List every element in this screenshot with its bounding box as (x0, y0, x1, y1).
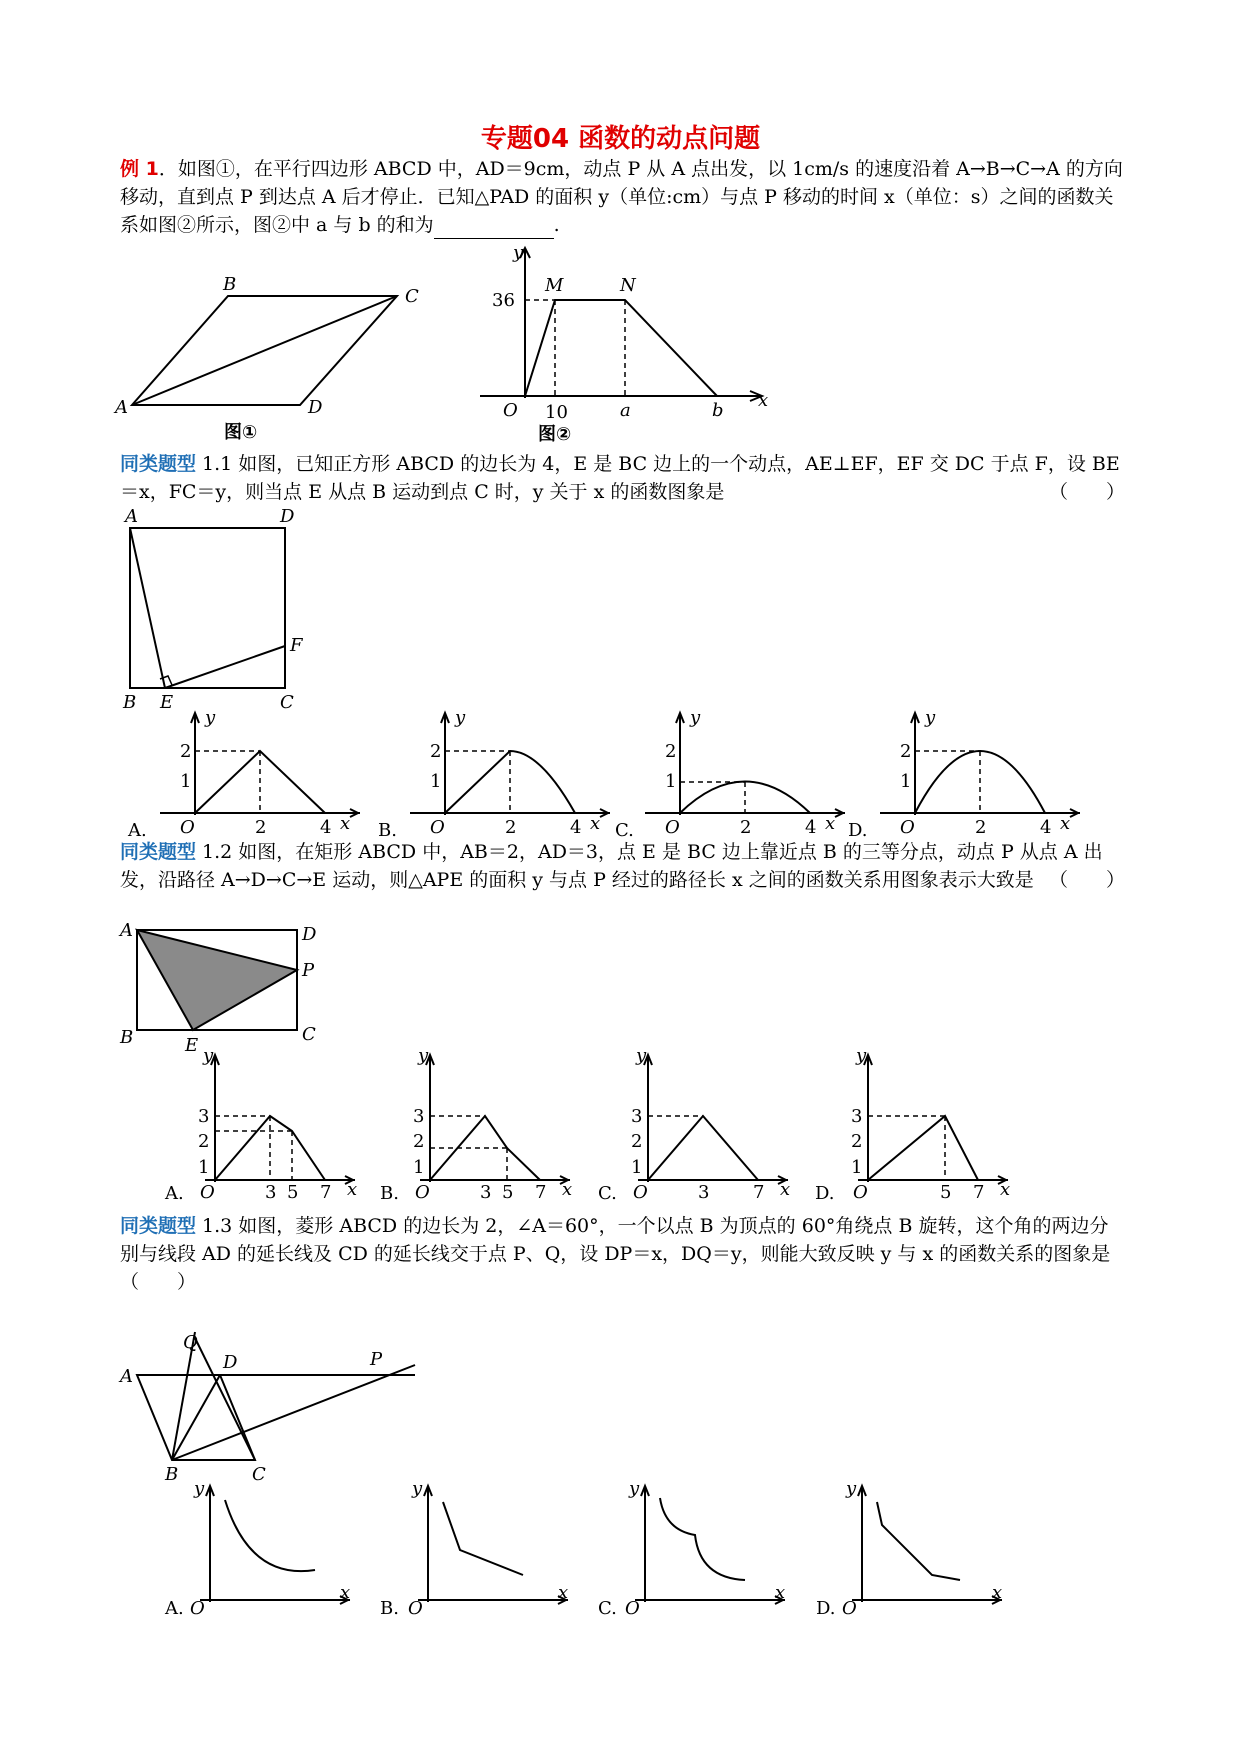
fig1-label-d: D (308, 397, 323, 418)
svg-text:x: x (590, 813, 601, 834)
fig2-caption: 图② (538, 424, 572, 445)
svg-text:C: C (252, 1464, 266, 1485)
question-1-2-tag: 同类题型 (120, 841, 197, 863)
svg-text:3: 3 (851, 1106, 863, 1127)
q11-option-b-label[interactable]: B. (378, 820, 397, 841)
question-1-3-text: 同类题型 1.3 如图，菱形 ABCD 的边长为 2，∠A＝60°，一个以点 B 为顶点的 60°角绕点 B 旋转，这个角的两边分别与线段 AD 的延长线及 CD 的延长线交于点 P、Q，设 DP＝x，DQ＝y，则能大致反映 y 与 x 的函数关系的图象是（ ） (120, 1215, 1111, 1293)
q13-option-b-label[interactable]: B. (380, 1598, 399, 1619)
svg-text:O: O (625, 1598, 640, 1615)
svg-text:P: P (302, 960, 315, 981)
answer-blank[interactable] (434, 218, 554, 239)
question-1-3-tag: 同类题型 (120, 1215, 197, 1237)
fig2-tick-a: a (620, 400, 631, 420)
svg-text:5: 5 (940, 1182, 952, 1200)
svg-text:y: y (418, 1045, 429, 1066)
fig2-tick-36: 36 (492, 290, 515, 311)
sq-label-d: D (280, 506, 295, 527)
svg-text:7: 7 (753, 1182, 765, 1200)
svg-text:x: x (558, 1582, 569, 1603)
q12-option-a-graph[interactable] (185, 1045, 360, 1200)
svg-text:7: 7 (973, 1182, 985, 1200)
q12-option-d-graph[interactable] (838, 1045, 1013, 1200)
svg-text:O: O (842, 1598, 857, 1615)
svg-text:O: O (415, 1182, 430, 1200)
svg-text:2: 2 (851, 1131, 863, 1152)
fig1-label-c: C (405, 286, 419, 307)
q12-option-b-graph[interactable] (400, 1045, 575, 1200)
sq-label-a: A (125, 506, 138, 527)
svg-text:2: 2 (255, 817, 267, 835)
q13-option-d-label[interactable]: D. (816, 1598, 836, 1619)
q11-option-c-label[interactable]: C. (615, 820, 634, 841)
q13-option-d-graph[interactable] (842, 1480, 1012, 1615)
svg-text:D: D (302, 924, 317, 945)
svg-text:x: x (562, 1179, 573, 1200)
svg-text:A: A (120, 1366, 133, 1387)
svg-text:y: y (203, 1045, 214, 1066)
svg-text:7: 7 (535, 1182, 547, 1200)
svg-text:3: 3 (698, 1182, 710, 1200)
answer-paren-1-1[interactable]: （ ） (1048, 481, 1125, 503)
svg-text:2: 2 (975, 817, 987, 835)
svg-text:y: y (856, 1045, 867, 1066)
svg-text:2: 2 (631, 1131, 643, 1152)
example-1-tag: 例 1 (120, 158, 159, 180)
svg-text:1: 1 (665, 771, 677, 792)
q11-option-d-label[interactable]: D. (848, 820, 868, 841)
svg-text:4: 4 (1040, 817, 1052, 835)
q12-option-a-label[interactable]: A. (165, 1183, 184, 1204)
svg-text:O: O (665, 817, 680, 835)
answer-paren-1-2[interactable]: （ ） (1048, 869, 1125, 891)
parallelogram-figure (110, 270, 440, 430)
svg-text:x: x (775, 1582, 786, 1603)
svg-text:5: 5 (287, 1182, 299, 1200)
svg-text:A: A (120, 920, 133, 941)
example-1-text: 例 1．如图①，在平行四边形 ABCD 中，AD＝9cm，动点 P 从 A 点出发，以 1cm/s 的速度沿着 A→B→C→A 的方向移动，直到点 P 到达点 A 后才停止．已知△PAD 的面积 y（单位:cm）与点 P 移动的时间 x（单位：s）之间的函数关系如图②所示，图②中 a 与 b 的和为 . (120, 155, 1125, 239)
question-1-1-tag: 同类题型 (120, 453, 197, 475)
svg-text:E: E (185, 1035, 199, 1056)
svg-text:x: x (340, 1582, 351, 1603)
svg-text:2: 2 (413, 1131, 425, 1152)
svg-text:1: 1 (180, 771, 192, 792)
svg-text:1: 1 (631, 1157, 643, 1178)
svg-text:2: 2 (740, 817, 752, 835)
svg-text:O: O (190, 1598, 205, 1615)
svg-text:2: 2 (505, 817, 517, 835)
fig1-label-b: B (223, 274, 237, 295)
svg-text:O: O (180, 817, 195, 835)
svg-text:2: 2 (665, 741, 677, 762)
fig2-tick-10: 10 (545, 402, 568, 420)
svg-text:P: P (370, 1349, 383, 1370)
svg-text:O: O (633, 1182, 648, 1200)
svg-text:3: 3 (480, 1182, 492, 1200)
q13-option-a-graph[interactable] (190, 1480, 360, 1615)
svg-text:y: y (205, 707, 216, 728)
svg-text:3: 3 (631, 1106, 643, 1127)
svg-text:4: 4 (320, 817, 332, 835)
svg-text:C: C (302, 1024, 316, 1045)
q12-option-c-graph[interactable] (618, 1045, 793, 1200)
svg-text:x: x (992, 1582, 1003, 1603)
svg-text:O: O (408, 1598, 423, 1615)
svg-text:y: y (925, 707, 936, 728)
sq-label-e: E (160, 692, 174, 713)
svg-text:2: 2 (180, 741, 192, 762)
svg-text:O: O (853, 1182, 868, 1200)
fig2-x-label: x (758, 390, 769, 411)
function-graph-figure (475, 240, 775, 420)
fig1-label-a: A (115, 397, 128, 418)
svg-text:x: x (825, 813, 836, 834)
sq-label-c: C (280, 692, 294, 713)
question-1-2-text: 同类题型 1.2 如图，在矩形 ABCD 中，AB＝2，AD＝3，点 E 是 BC 边上靠近点 B 的三等分点，动点 P 从点 A 出发，沿路径 A→D→C→E 运动，则△APE 的面积 y 与点 P 经过的路径长 x 之间的函数关系用图象表示大致是 （ ） (120, 838, 1125, 894)
svg-text:1: 1 (430, 771, 442, 792)
q11-option-a-label[interactable]: A. (128, 820, 147, 841)
fig2-origin: O (503, 400, 518, 420)
svg-text:1: 1 (413, 1157, 425, 1178)
svg-text:D: D (223, 1352, 238, 1373)
rhombus-figure (115, 1320, 435, 1485)
q13-option-a-label[interactable]: A. (165, 1598, 184, 1619)
svg-text:B: B (165, 1464, 179, 1485)
q12-option-b-label[interactable]: B. (380, 1183, 399, 1204)
example-1-body: ．如图①，在平行四边形 ABCD 中，AD＝9cm，动点 P 从 A 点出发，以 1cm/s 的速度沿着 A→B→C→A 的方向移动，直到点 P 到达点 A 后才停止．已知△PAD 的面积 y（单位:cm）与点 P 移动的时间 x（单位：s）之间的函数关系如图②所示，图②中 a 与 b 的和为 (120, 158, 1123, 236)
svg-text:2: 2 (900, 741, 912, 762)
fig2-tick-b: b (712, 400, 724, 420)
svg-text:B: B (120, 1027, 134, 1048)
svg-text:Q: Q (183, 1332, 198, 1353)
svg-text:O: O (900, 817, 915, 835)
svg-text:y: y (455, 707, 466, 728)
q13-option-c-graph[interactable] (625, 1480, 795, 1615)
svg-text:y: y (846, 1480, 857, 1499)
page-title: 专题04 函数的动点问题 (480, 124, 761, 154)
svg-text:1: 1 (900, 771, 912, 792)
fig2-label-n: N (620, 275, 636, 296)
svg-text:y: y (412, 1480, 423, 1499)
svg-text:4: 4 (805, 817, 817, 835)
rectangle-figure (115, 918, 335, 1058)
svg-text:O: O (200, 1182, 215, 1200)
svg-text:y: y (194, 1480, 205, 1499)
svg-text:3: 3 (198, 1106, 210, 1127)
q12-option-c-label[interactable]: C. (598, 1183, 617, 1204)
sq-label-b: B (123, 692, 137, 713)
svg-text:y: y (690, 707, 701, 728)
q11-option-c-graph[interactable] (645, 705, 845, 835)
svg-text:7: 7 (320, 1182, 332, 1200)
svg-text:3: 3 (413, 1106, 425, 1127)
q13-option-b-graph[interactable] (408, 1480, 578, 1615)
svg-text:x: x (780, 1179, 791, 1200)
svg-text:2: 2 (430, 741, 442, 762)
q11-option-a-graph[interactable] (160, 705, 360, 835)
svg-text:O: O (430, 817, 445, 835)
q11-option-d-graph[interactable] (880, 705, 1080, 835)
svg-text:y: y (629, 1480, 640, 1499)
svg-text:x: x (1000, 1179, 1011, 1200)
q12-option-d-label[interactable]: D. (815, 1183, 835, 1204)
svg-text:1: 1 (198, 1157, 210, 1178)
q13-option-c-label[interactable]: C. (598, 1598, 617, 1619)
svg-text:x: x (340, 813, 351, 834)
question-1-1-text: 同类题型 1.1 如图，已知正方形 ABCD 的边长为 4，E 是 BC 边上的一个动点，AE⊥EF，EF 交 DC 于点 F，设 BE＝x，FC＝y，则当点 E 从点 B 运动到点 C 时，y 关于 x 的函数图象是 （ ） (120, 450, 1125, 506)
svg-text:3: 3 (265, 1182, 277, 1200)
svg-text:y: y (636, 1045, 647, 1066)
square-figure (115, 503, 315, 713)
svg-text:2: 2 (198, 1131, 210, 1152)
svg-text:x: x (1060, 813, 1071, 834)
sq-label-f: F (290, 635, 303, 656)
q11-option-b-graph[interactable] (410, 705, 610, 835)
svg-text:4: 4 (570, 817, 582, 835)
svg-text:5: 5 (502, 1182, 514, 1200)
fig2-y-label: y (513, 242, 524, 263)
fig1-caption: 图① (224, 422, 258, 443)
svg-text:x: x (347, 1179, 358, 1200)
svg-text:1: 1 (851, 1157, 863, 1178)
fig2-label-m: M (545, 275, 564, 296)
